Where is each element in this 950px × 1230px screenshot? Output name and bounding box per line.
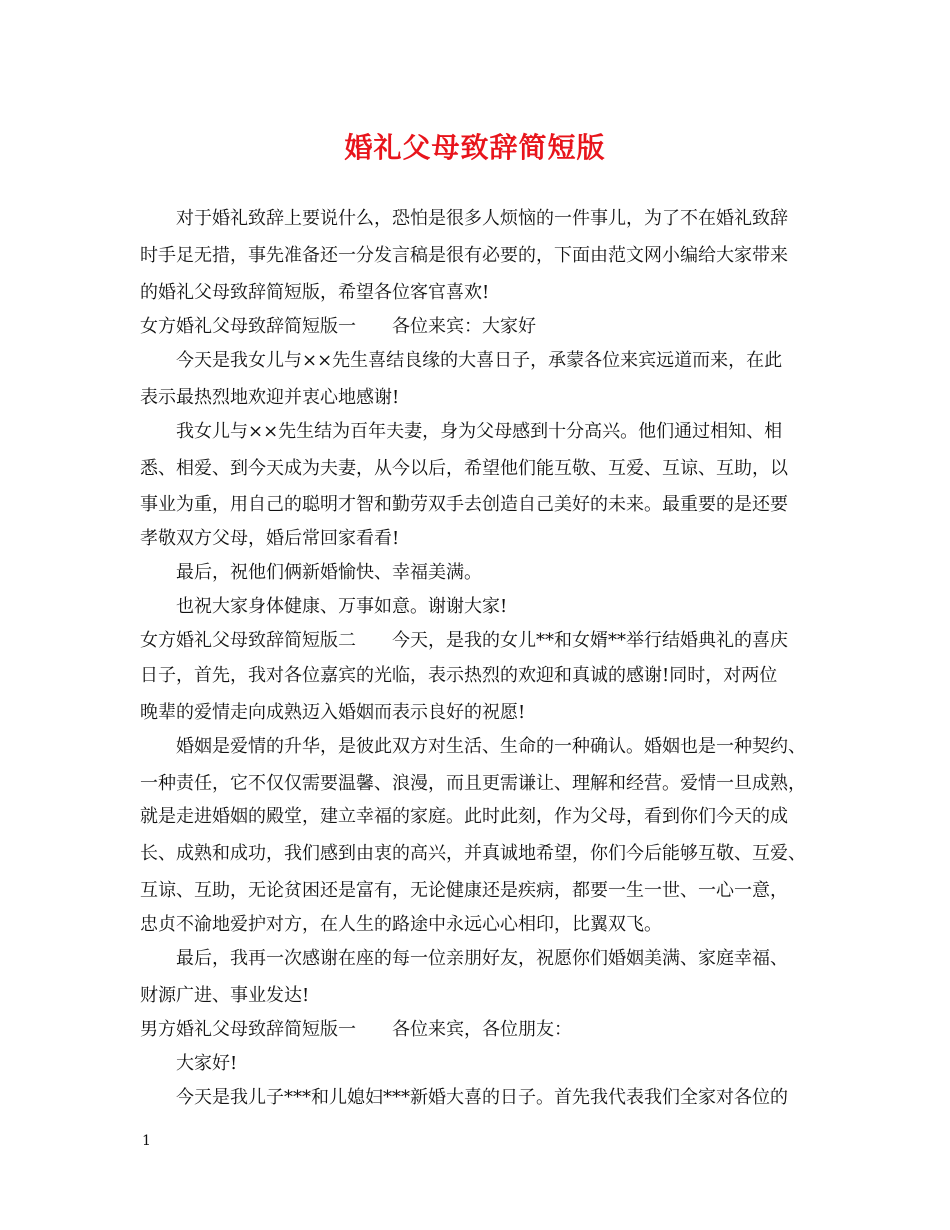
- section-heading-line: 女方婚礼父母致辞简短版二 今天，是我的女儿**和女婿**举行结婚典礼的喜庆: [140, 630, 788, 651]
- text-line: 的婚礼父母致辞简短版，希望各位客官喜欢!: [140, 282, 490, 303]
- text-line: 互谅、互助，无论贫困还是富有，无论健康还是疾病，都要一生一世、一心一意，: [140, 880, 788, 901]
- text-line: 长、成熟和成功，我们感到由衷的高兴，并真诚地希望，你们今后能够互敬、互爱、: [140, 843, 806, 864]
- text-line: 婚姻是爱情的升华，是彼此双方对生活、生命的一种确认。婚姻也是一种契约、: [140, 736, 806, 757]
- text-line: 晚辈的爱情走向成熟迈入婚姻而表示良好的祝愿!: [140, 702, 526, 723]
- text-line: 今天是我儿子***和儿媳妇***新婚大喜的日子。首先我代表我们全家对各位的: [140, 1087, 788, 1108]
- text-line: 我女儿与××先生结为百年夫妻，身为父母感到十分高兴。他们通过相知、相: [140, 421, 783, 442]
- text-line: 就是走进婚姻的殿堂，建立幸福的家庭。此时此刻，作为父母，看到你们今天的成: [140, 806, 788, 827]
- text-line: 孝敬双方父母，婚后常回家看看!: [140, 528, 400, 549]
- text-line: 最后，我再一次感谢在座的每一位亲朋好友，祝愿你们婚姻美满、家庭幸福、: [140, 948, 788, 969]
- text-line: 悉、相爱、到今天成为夫妻，从今以后，希望他们能互敬、互爱、互谅、互助，以: [140, 458, 788, 479]
- text-line: 大家好!: [140, 1053, 238, 1074]
- section-heading-line: 男方婚礼父母致辞简短版一 各位来宾，各位朋友：: [140, 1019, 572, 1040]
- page-number: 1: [142, 1133, 151, 1149]
- text-line: 今天是我女儿与××先生喜结良缘的大喜日子，承蒙各位来宾远道而来，在此: [140, 350, 783, 371]
- text-line: 对于婚礼致辞上要说什么，恐怕是很多人烦恼的一件事儿，为了不在婚礼致辞: [140, 208, 788, 229]
- text-line: 财源广进、事业发达!: [140, 985, 310, 1006]
- text-line: 日子，首先，我对各位嘉宾的光临，表示热烈的欢迎和真诚的感谢!同时，对两位: [140, 665, 778, 686]
- text-line: 事业为重，用自己的聪明才智和勤劳双手去创造自己美好的未来。最重要的是还要: [140, 494, 788, 515]
- text-line: 表示最热烈地欢迎并衷心地感谢!: [140, 387, 400, 408]
- text-line: 时手足无措，事先准备还一分发言稿是很有必要的，下面由范文网小编给大家带来: [140, 245, 788, 266]
- document-title: 婚礼父母致辞简短版: [344, 131, 606, 164]
- text-line: 最后，祝他们俩新婚愉快、幸福美满。: [140, 562, 482, 583]
- text-line: 也祝大家身体健康、万事如意。谢谢大家!: [140, 596, 508, 617]
- text-line: 一种责任，它不仅仅需要温馨、浪漫，而且更需谦让、理解和经营。爱情一旦成熟，: [140, 773, 806, 794]
- text-line: 忠贞不渝地爱护对方，在人生的路途中永远心心相印，比翼双飞。: [140, 914, 662, 935]
- section-heading-line: 女方婚礼父母致辞简短版一 各位来宾：大家好: [140, 316, 536, 337]
